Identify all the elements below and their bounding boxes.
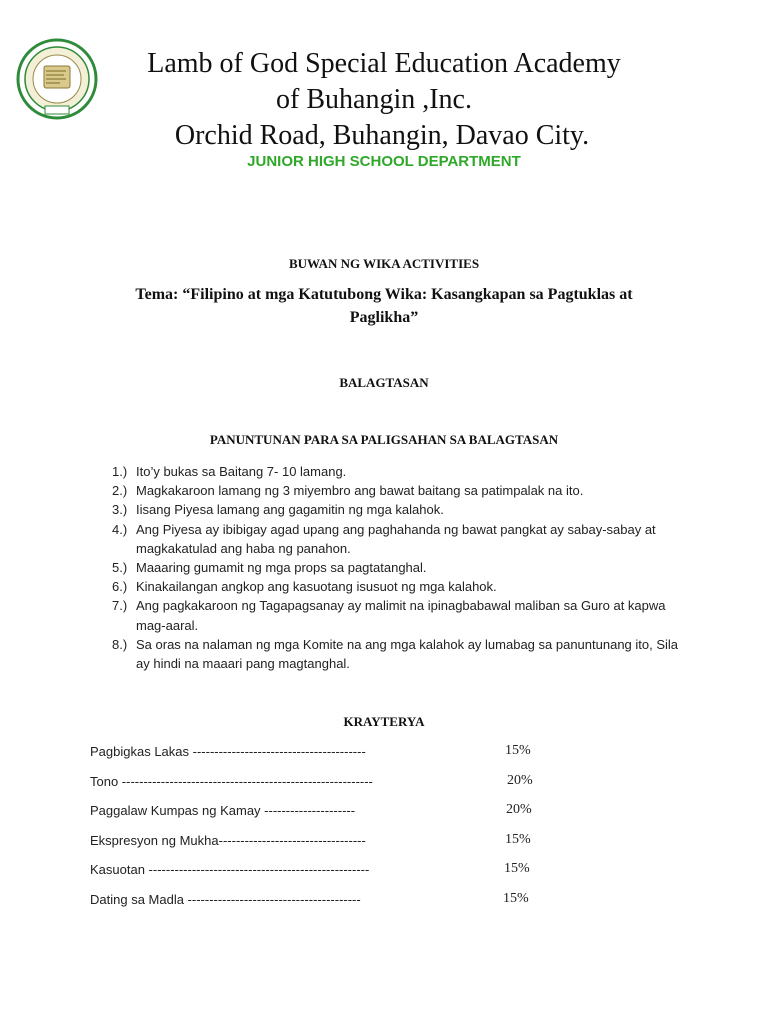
criteria-percent: 15% [503, 891, 529, 906]
criteria-label: Ekspresyon ng Mukha---------------------------------- [90, 833, 366, 848]
list-item: 8.) Sa oras na nalaman ng mga Komite na ang mga kalahok ay lumabag sa panuntunang ito, Sila ay hindi na maaari pang magtanghal. [112, 636, 679, 672]
list-item: 2.) Magkakaroon lamang ng 3 miyembro ang bawat baitang sa patimpalak na ito. [112, 483, 584, 499]
department-title: JUNIOR HIGH SCHOOL DEPARTMENT [247, 153, 521, 170]
list-item: 5.) Maaaring gumamit ng mga props sa pagtatanghal. [112, 560, 427, 576]
event-heading: BALAGTASAN [339, 375, 429, 390]
criteria-percent: 15% [504, 861, 530, 876]
list-item: 1.) Ito’y bukas sa Baitang 7- 10 lamang. [112, 464, 347, 479]
criteria-percent: 20% [507, 773, 533, 788]
theme-line2: Paglikha” [349, 309, 419, 326]
theme-line1: Tema: “Filipino at mga Katutubong Wika: Kasangkapan sa Pagtuklas at [135, 286, 633, 303]
school-address: Orchid Road, Buhangin, Davao City. [174, 120, 590, 151]
rules-list [112, 462, 692, 673]
school-name-line2: of Buhangin ,Inc. [276, 84, 472, 115]
list-item: 7.) Ang pagkakaroon ng Tagapagsanay ay malimit na ipinagbabawal maliban sa Guro at kapwa mag-aaral. [112, 598, 666, 633]
rules-heading: PANUNTUNAN PARA SA PALIGSAHAN SA BALAGTASAN [209, 432, 559, 447]
criteria-label: Dating sa Madla ---------------------------------------- [90, 892, 361, 907]
criteria-label: Tono ---------------------------------------------------------- [90, 774, 373, 789]
list-item: 3.) Iisang Piyesa lamang ang gagamitin ng mga kalahok. [112, 502, 444, 518]
school-name-line1: Lamb of God Special Education Academy [147, 48, 621, 79]
list-item: 4.) Ang Piyesa ay ibibigay agad upang ang paghahanda ng bawat pangkat ay sabay-sabay at magkakatulad ang haba ng panahon. [112, 521, 656, 556]
criteria-label: Pagbigkas Lakas ---------------------------------------- [90, 744, 366, 759]
list-item: 6.) Kinakailangan angkop ang kasuotang isusuot ng mga kalahok. [112, 579, 497, 595]
criteria-heading: KRAYTERYA [343, 714, 425, 729]
criteria-label: Kasuotan --------------------------------------------------- [90, 862, 370, 877]
criteria-percent: 15% [505, 832, 531, 847]
activities-heading: BUWAN NG WIKA ACTIVITIES [288, 256, 480, 271]
criteria-percent: 15% [505, 743, 531, 758]
criteria-percent: 20% [506, 802, 532, 817]
criteria-label: Paggalaw Kumpas ng Kamay --------------------- [90, 803, 356, 818]
